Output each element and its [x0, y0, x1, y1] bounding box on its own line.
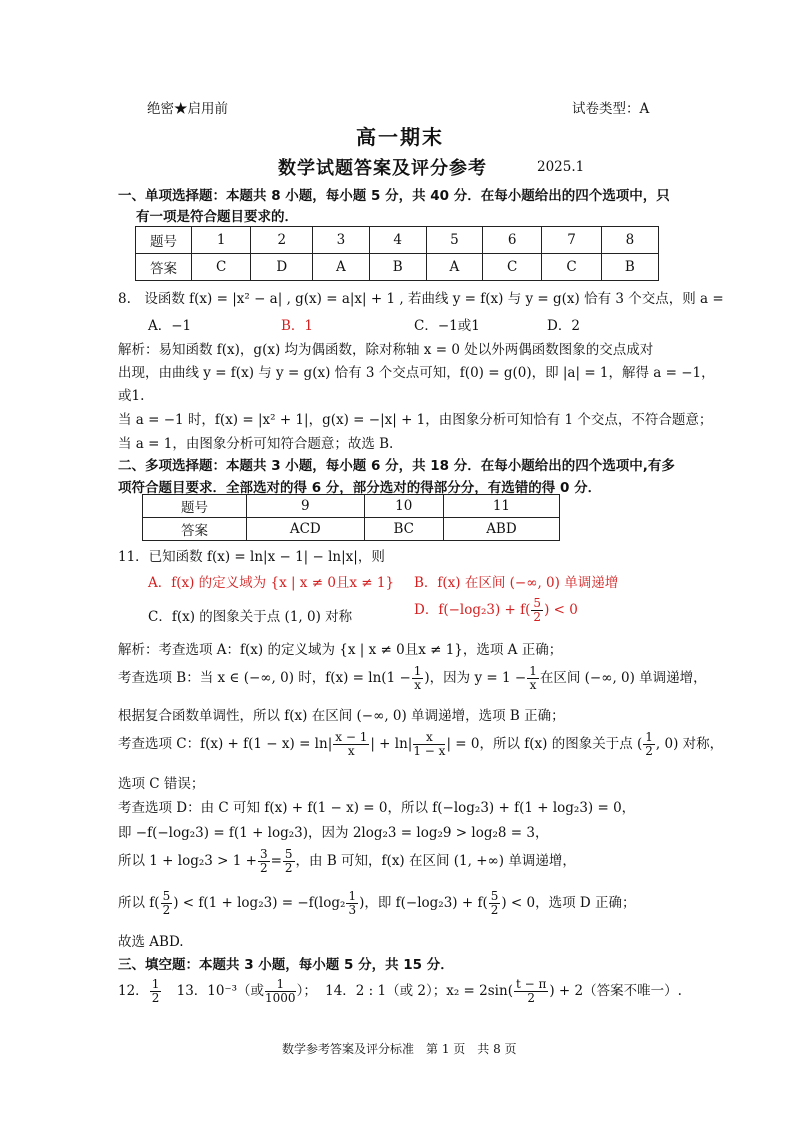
page-footer: 数学参考答案及评分标准 第 1 页 共 8 页: [282, 1042, 517, 1056]
table-cell: B: [369, 254, 426, 281]
table-cell: D: [251, 254, 313, 281]
q8-option-d: D．2: [547, 318, 580, 334]
section1-heading: 一、单项选择题：本题共 8 小题，每小题 5 分，共 40 分．在每小题给出的四个选项中，只: [118, 188, 670, 204]
q8-stem: 8. 设函数 f(x) = |x² − a| , g(x) = a|x| + 1 , 若曲线 y = f(x) 与 y = g(x) 恰有 3 个交点，则 a =: [118, 291, 724, 307]
table-cell: C: [542, 254, 601, 281]
section2-heading: 二、多项选择题：本题共 3 小题，每小题 6 分，共 18 分．在每小题给出的四个选项中,有多: [118, 458, 675, 474]
paper-type-label: 试卷类型：A: [572, 101, 650, 117]
table-cell: C: [192, 254, 251, 281]
q8-explanation-line: 出现，由曲线 y = f(x) 与 y = g(x) 恰有 3 个交点可知，f(0) = g(0)，即 |a| = 1，解得 a = −1，: [118, 365, 715, 381]
table-row: [143, 495, 560, 518]
q8-explanation-line: 当 a = −1 时，f(x) = |x² + 1|，g(x) = −|x| + 1，由图象分析可知恰有 1 个交点，不符合题意；: [118, 412, 713, 428]
row-label-answer: 答案: [143, 518, 247, 541]
q8-explanation-line: 或1.: [118, 388, 145, 404]
q11-explanation-line: 选项 C 错误；: [118, 776, 205, 792]
section3-heading: 三、填空题：本题共 3 小题，每小题 5 分，共 15 分．: [118, 957, 454, 973]
q8-explanation-line: 解析：易知函数 f(x)，g(x) 均为偶函数，除对称轴 x = 0 处以外两偶函数图象的交点成对: [118, 342, 654, 358]
table-cell: B: [601, 254, 658, 281]
row-label-question: 题号: [136, 227, 192, 254]
table-cell: A: [426, 254, 482, 281]
table-cell: C: [483, 254, 542, 281]
row-label-question: 题号: [143, 495, 247, 518]
table-cell: 8: [601, 227, 658, 254]
q11-option-d: D．f(−log₂3) + f( $\frac{5}{2}$ ) < 0: [414, 596, 578, 624]
table-row: [143, 518, 560, 541]
table-cell: 3: [313, 227, 369, 254]
q11-option-b: B．f(x) 在区间 (−∞, 0) 单调递增: [414, 575, 619, 591]
table-cell: ABD: [443, 518, 559, 541]
table-cell: 2: [251, 227, 313, 254]
table-cell: 10: [364, 495, 443, 518]
q11-stem: 11．已知函数 f(x) = ln|x − 1| − ln|x|，则: [118, 549, 385, 565]
fill-in-answers: 12． $\frac{1}{2}$ 13．10⁻³（或 $\frac{1}{1000}$ ）； 14．2 : 1（或 2）；x₂ = 2sin( $\frac{t - \pi}{2}$ ) + 2（答案不唯一）.: [118, 977, 682, 1005]
q8-option-b: B．1: [281, 318, 314, 334]
q11-explanation-line: 考查选项 D：由 C 可知 f(x) + f(1 − x) = 0，所以 f(−log₂3) + f(1 + log₂3) = 0，: [118, 800, 636, 816]
q11-explanation-line: 故选 ABD.: [118, 934, 184, 950]
q11-explanation-line: 解析：考查选项 A：f(x) 的定义域为 {x | x ≠ 0且x ≠ 1}，选项 A 正确；: [118, 642, 563, 658]
q11-explanation-line: 根据复合函数单调性，所以 f(x) 在区间 (−∞, 0) 单调递增，选项 B 正确；: [118, 708, 565, 724]
table-cell: 5: [426, 227, 482, 254]
table-row: [136, 254, 659, 281]
secrecy-label: 绝密★启用前: [147, 101, 228, 117]
page-title: 高一期末: [356, 125, 444, 149]
q11-explanation-line: 考查选项 B：当 x ∈ (−∞, 0) 时，f(x) = ln(1 − $\frac{1}{x}$ )，因为 y = 1 − $\frac{1}{x}$ 在区间 (−∞, 0) 单调递增，: [118, 664, 707, 692]
table-cell: 7: [542, 227, 601, 254]
page-subtitle: 数学试题答案及评分参考: [278, 158, 487, 179]
q8-explanation-line: 当 a = 1，由图象分析可知符合题意；故选 B.: [118, 436, 394, 452]
table-cell: 11: [443, 495, 559, 518]
q11-explanation-line: 所以 1 + log₂3 > 1 + $\frac{3}{2}$ = $\frac{5}{2}$ ，由 B 可知，f(x) 在区间 (1, +∞) 单调递增，: [118, 847, 576, 875]
table-cell: A: [313, 254, 369, 281]
multi-choice-answer-table: [142, 494, 560, 541]
section1-heading-line2: 有一项是符合题目要求的．: [136, 209, 298, 225]
table-cell: BC: [364, 518, 443, 541]
table-cell: ACD: [247, 518, 365, 541]
q11-explanation-line: 考查选项 C：f(x) + f(1 − x) = ln| $\frac{x - 1}{x}$ | + ln| $\frac{x}{1 - x}$ | = 0，所以 f(x) 的图象关于点 ( $\frac{1}{2}$ , 0) 对称，: [118, 730, 724, 758]
table-row: [136, 227, 659, 254]
table-cell: 9: [247, 495, 365, 518]
q11-option-c: C．f(x) 的图象关于点 (1, 0) 对称: [148, 609, 353, 625]
table-cell: 6: [483, 227, 542, 254]
table-cell: 1: [192, 227, 251, 254]
table-cell: 4: [369, 227, 426, 254]
row-label-answer: 答案: [136, 254, 192, 281]
single-choice-answer-table: [135, 226, 659, 281]
q11-explanation-line: 所以 f( $\frac{5}{2}$ ) < f(1 + log₂3) = −f(log₂ $\frac{1}{3}$ )，即 f(−log₂3) + f( $\frac{5}{2}$ ) < 0，选项 D 正确；: [118, 889, 636, 917]
q11-option-a: A．f(x) 的定义域为 {x | x ≠ 0且x ≠ 1}: [148, 575, 395, 591]
q11-explanation-line: 即 −f(−log₂3) = f(1 + log₂3)，因为 2log₂3 = log₂9 > log₂8 = 3，: [118, 825, 549, 841]
section2-heading-line2: 项符合题目要求．全部选对的得 6 分，部分选对的得部分分，有选错的得 0 分．: [118, 480, 602, 496]
q8-option-c: C．−1或1: [414, 318, 480, 334]
exam-date: 2025.1: [537, 159, 585, 175]
q8-option-a: A．−1: [148, 318, 192, 334]
